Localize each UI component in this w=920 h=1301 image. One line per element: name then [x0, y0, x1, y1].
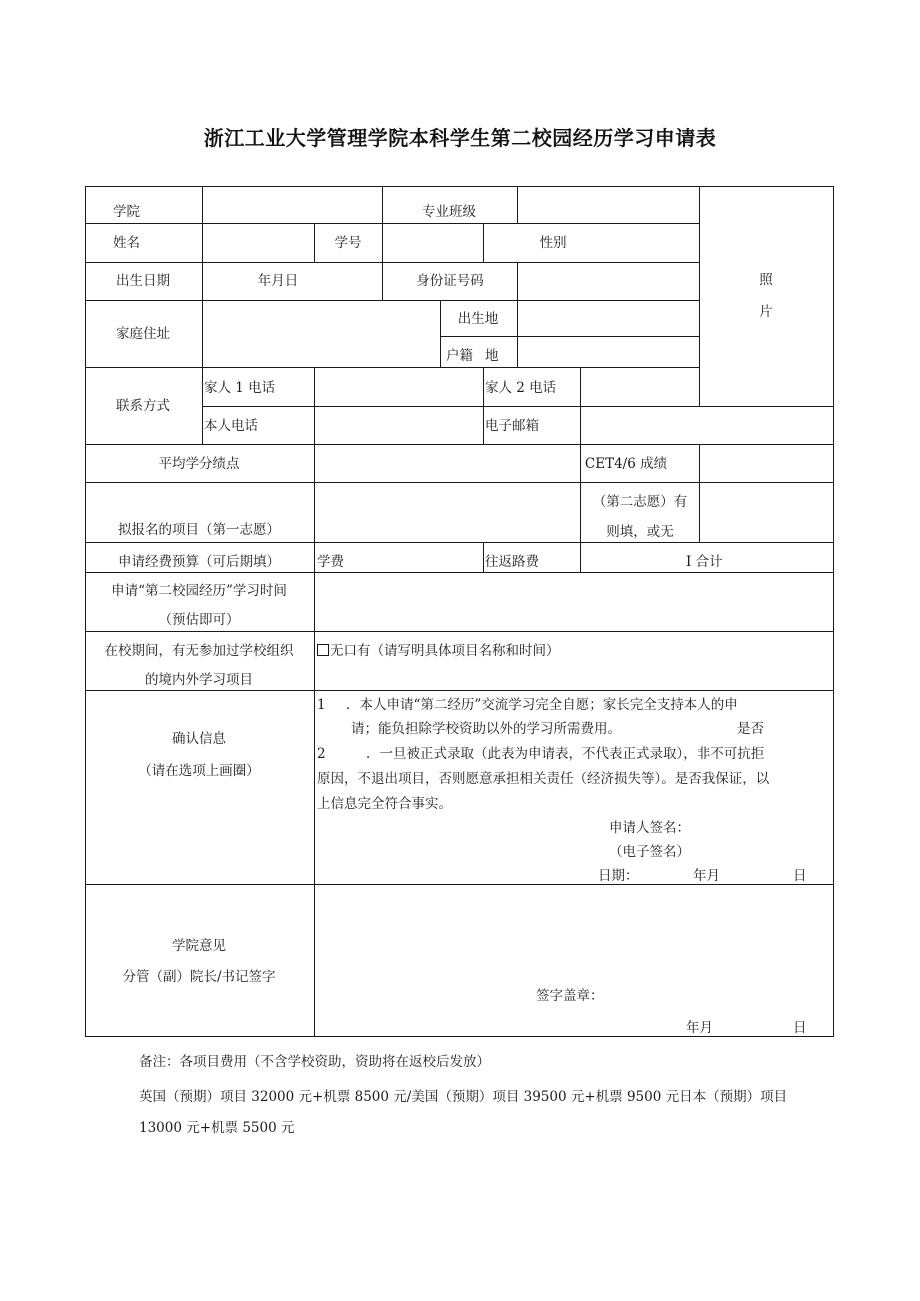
confirm-item-1-choice[interactable]: 是否	[737, 721, 764, 737]
total-label: I 合计	[686, 554, 723, 570]
grid-line	[440, 300, 441, 367]
year-month-label-2: 年月	[686, 1020, 713, 1036]
college-opinion-label: 学院意见	[172, 938, 226, 954]
confirm-item-1-number: 1	[317, 697, 326, 713]
confirm-item-1-text-b: 请；能负担除学校资助以外的学习所需费用。	[351, 721, 621, 737]
second-choice-label-2: 则填，或无	[606, 524, 674, 540]
photo-label-2: 片	[759, 304, 773, 320]
note-line-1: 备注：各项目费用（不含学校资助，资助将在返校后发放）	[139, 1054, 490, 1070]
grid-line	[580, 542, 581, 572]
hukou-label-1: 户籍	[446, 348, 473, 364]
email-label: 电子邮箱	[485, 418, 539, 434]
study-time-label-1: 申请“第二校园经历”学习时间	[111, 583, 287, 599]
gender-label: 性别	[539, 235, 567, 251]
photo-label-1: 照	[759, 272, 773, 288]
applicant-signature-label: 申请人签名：	[609, 820, 690, 836]
confirm-item-2-number: 2	[317, 746, 326, 762]
note-line-3: 13000 元+机票 5500 元	[139, 1120, 295, 1136]
birthplace-field[interactable]	[518, 301, 699, 336]
grid-line	[85, 223, 202, 224]
student-id-label: 学号	[334, 235, 362, 251]
confirm-item-1-text-a: ．本人申请“第二经历”交流学习完全自愿；家长完全支持本人的申	[346, 697, 738, 713]
grid-line	[580, 444, 581, 542]
day-label: 日	[793, 868, 807, 884]
study-time-label-2: （预估即可）	[158, 612, 240, 628]
study-time-field[interactable]	[315, 573, 833, 631]
gpa-field[interactable]	[315, 445, 580, 482]
grid-line	[382, 186, 383, 223]
table-border-left	[85, 186, 86, 1037]
birth-date-placeholder: 年月日	[257, 273, 299, 289]
own-phone-label: 本人电话	[204, 418, 258, 434]
second-choice-field[interactable]	[700, 483, 833, 542]
cet-field[interactable]	[700, 445, 833, 482]
major-class-label: 专业班级	[422, 204, 476, 220]
name-label: 姓名	[113, 235, 140, 251]
date-label: 日期：	[598, 868, 639, 884]
travel-label: 往返路费	[485, 554, 539, 570]
college-label: 学院	[113, 204, 140, 220]
gpa-label: 平均学分绩点	[158, 456, 240, 472]
project-label: 拟报名的项目（第一志愿）	[118, 522, 280, 538]
confirm-item-2-text-a: ．一旦被正式录取（此表为申请表，不代表正式录取），非不可抗拒	[366, 746, 765, 762]
family1-phone-field[interactable]	[315, 368, 483, 406]
grid-line	[85, 631, 834, 632]
student-id-field[interactable]	[383, 224, 483, 262]
prior-program-label-2: 的境内外学习项目	[145, 672, 253, 688]
note-line-2: 英国（预期）项目 32000 元+机票 8500 元/美国（预期）项目 39500 元+机票 9500 元日本（预期）项目	[139, 1089, 788, 1105]
home-address-label: 家庭住址	[116, 326, 170, 342]
day-label-2: 日	[793, 1020, 807, 1036]
family2-phone-field[interactable]	[581, 368, 699, 406]
name-field[interactable]	[203, 224, 314, 262]
prior-program-options: 无口有（请写明具体项目名称和时间）	[330, 643, 560, 659]
hukou-label-2: 地	[485, 348, 499, 364]
home-address-field[interactable]	[203, 301, 440, 367]
photo-box[interactable]	[700, 187, 833, 406]
tuition-label: 学费	[317, 554, 344, 570]
grid-line	[85, 690, 834, 691]
grid-line	[483, 542, 484, 572]
id-number-field[interactable]	[518, 263, 699, 300]
grid-line	[483, 367, 484, 444]
family2-phone-label: 家人 2 电话	[485, 380, 557, 396]
table-border-bottom	[85, 1036, 834, 1037]
contact-label: 联系方式	[116, 398, 170, 414]
birth-date-label: 出生日期	[116, 273, 170, 289]
college-field[interactable]	[203, 187, 382, 223]
grid-line	[85, 542, 834, 543]
id-number-label: 身份证号码	[416, 273, 484, 289]
table-border-right	[833, 186, 834, 1037]
dean-signature-label: 分管（副）院长/书记签字	[122, 969, 276, 985]
year-month-label: 年月	[693, 868, 720, 884]
grid-line	[314, 223, 315, 262]
own-phone-field[interactable]	[315, 407, 483, 444]
email-field[interactable]	[581, 407, 833, 444]
confirm-label: 确认信息	[172, 731, 226, 747]
prior-program-label-1: 在校期间，有无参加过学校组织	[104, 643, 294, 659]
confirm-item-2-text-c: 上信息完全符合事实。	[317, 796, 452, 812]
project-field[interactable]	[315, 483, 580, 542]
family1-phone-label: 家人 1 电话	[204, 380, 276, 396]
hukou-field[interactable]	[518, 337, 699, 367]
confirm-hint: （请在选项上画圈）	[138, 763, 260, 779]
seal-label: 签字盖章：	[536, 988, 604, 1004]
e-signature-label: （电子签名）	[609, 844, 690, 860]
cet-label: CET4/6 成绩	[584, 456, 668, 472]
major-class-field[interactable]	[518, 187, 699, 223]
birthplace-label: 出生地	[457, 311, 499, 327]
college-opinion-field[interactable]	[315, 885, 833, 1036]
prior-program-choice[interactable]	[317, 643, 560, 659]
second-choice-label-1: （第二志愿）有	[592, 494, 688, 510]
confirm-item-2-text-b: 原因，不退出项目，否则愿意承担相关责任（经济损失等）。是否我保证，以	[317, 771, 770, 787]
form-title: 浙江工业大学管理学院本科学生第二校园经历学习申请表	[203, 126, 717, 150]
checkbox-icon[interactable]	[317, 644, 329, 656]
budget-label: 申请经费预算（可后期填）	[118, 554, 280, 570]
grid-line	[382, 262, 383, 300]
grid-line	[483, 223, 484, 262]
